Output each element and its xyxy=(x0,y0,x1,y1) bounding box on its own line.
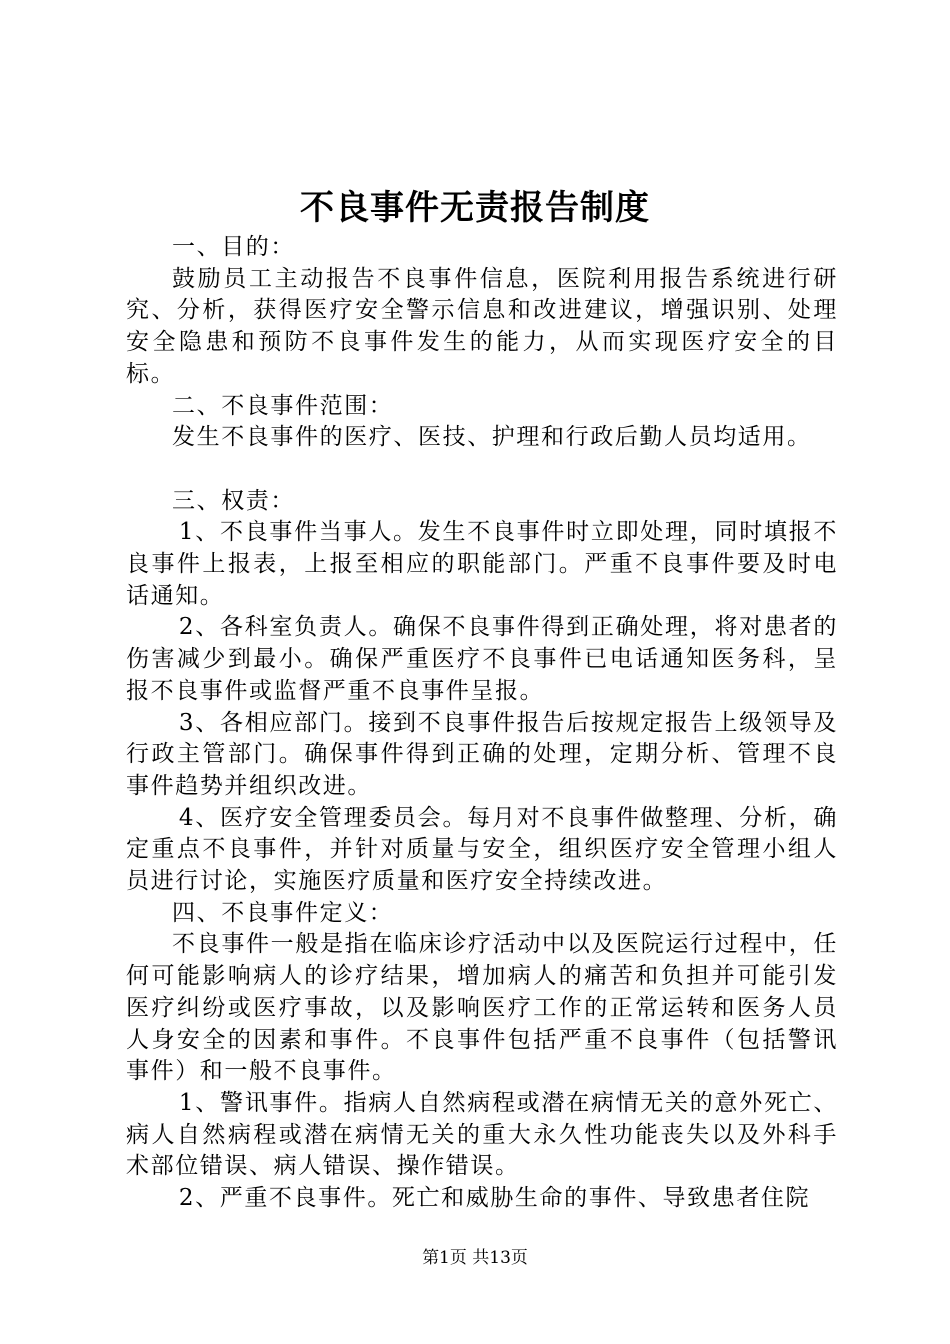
paragraph-definition: 不良事件一般是指在临床诊疗活动中以及医院运行过程中，任何可能影响病人的诊疗结果，增加病人的痛苦和负担并可能引发医疗纠纷或医疗事故，以及影响医疗工作的正常运转和医务人员人身安全的因素和事件。不良事件包括严重不良事件（包括警讯事件）和一般不良事件。 xyxy=(126,931,838,1085)
document-body xyxy=(126,232,838,1215)
paragraph-purpose: 鼓励员工主动报告不良事件信息，医院利用报告系统进行研究、分析，获得医疗安全警示信息和改进建议，增强识别、处理安全隐患和预防不良事件发生的能力，从而实现医疗安全的目标。 xyxy=(126,265,838,387)
section-heading-definition: 四、不良事件定义： xyxy=(172,899,394,926)
section-heading-responsibilities: 三、权责： xyxy=(172,487,295,514)
paragraph-responsibility-1: 1、不良事件当事人。发生不良事件时立即处理，同时填报不良事件上报表，上报至相应的职能部门。严重不良事件要及时电话通知。 xyxy=(126,519,838,609)
paragraph-scope: 发生不良事件的医疗、医技、护理和行政后勤人员均适用。 xyxy=(172,424,812,451)
paragraph-sentinel-event: 1、警讯事件。指病人自然病程或潜在病情无关的意外死亡、病人自然病程或潜在病情无关的重大永久性功能丧失以及外科手术部位错误、病人错误、操作错误。 xyxy=(126,1089,838,1180)
section-heading-purpose: 一、目的： xyxy=(172,234,295,260)
paragraph-responsibility-2: 2、各科室负责人。确保不良事件得到正确处理，将对患者的伤害减少到最小。确保严重医疗不良事件已电话通知医务科，呈报不良事件或监督严重不良事件呈报。 xyxy=(126,614,838,704)
paragraph-responsibility-4: 4、医疗安全管理委员会。每月对不良事件做整理、分析，确定重点不良事件，并针对质量与安全，组织医疗安全管理小组人员进行讨论，实施医疗质量和医疗安全持续改进。 xyxy=(126,804,838,895)
page-number: 第1页 共13页 xyxy=(422,1248,528,1268)
paragraph-responsibility-3: 3、各相应部门。接到不良事件报告后按规定报告上级领导及行政主管部门。确保事件得到正确的处理，定期分析、管理不良事件趋势并组织改进。 xyxy=(126,709,838,799)
paragraph-serious-event: 2、严重不良事件。死亡和威胁生命的事件、导致患者住院 xyxy=(178,1185,811,1212)
section-heading-scope: 二、不良事件范围： xyxy=(172,392,394,419)
blank-line xyxy=(126,454,838,486)
document-title: 不良事件无责报告制度 xyxy=(300,188,650,228)
